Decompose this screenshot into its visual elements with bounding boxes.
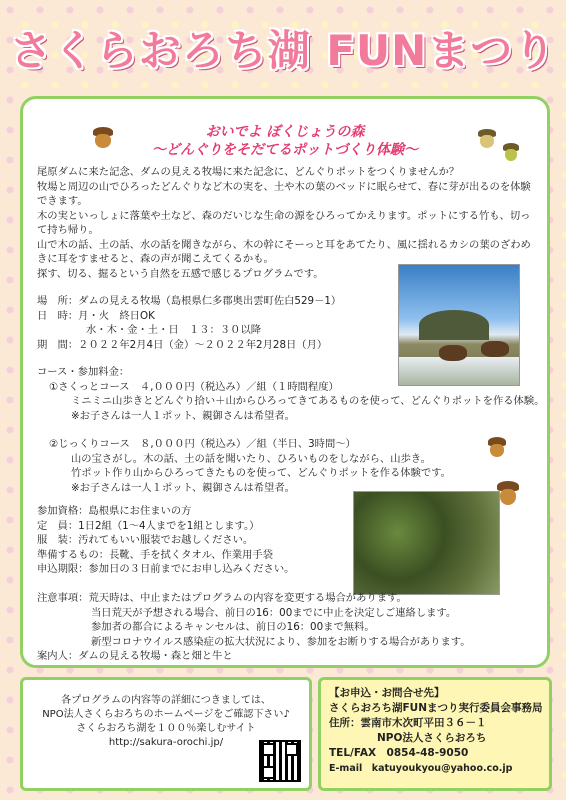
subtitle-line2: ～どんぐりをそだてるポットづくり体験～ (152, 142, 418, 158)
intro-paragraph: 牧場と周辺の山でひろったどんぐりなど木の実を、土や木の葉のベッドに眠らせて、春に芽が出るのを体験できます。 (37, 180, 531, 207)
courses-heading: コース・参加料金： (37, 366, 130, 378)
contact-npo: NPO法人さくらおろち (377, 732, 487, 744)
qr-code-icon[interactable] (259, 740, 301, 782)
courses (37, 365, 544, 495)
website-info-line: NPO法人さくらおろちのホームページをご確認下さい♪ (42, 709, 290, 720)
course2-desc: 竹ポット作り山からひろってきたものを使って、どんぐりポットを作る体験です。 (71, 467, 451, 479)
intro-paragraph: 木の実といっしょに落葉や土など、森のだいじな生命の源をひろってかえります。ポットにする竹も、切って持ち帰り。 (37, 209, 531, 236)
website-info-line: 各プログラムの内容等の詳細につきましては、 (61, 695, 271, 706)
contact-heading: 【お申込・お問合せ先】 (329, 687, 445, 699)
main-panel (20, 96, 550, 668)
guide-line: 案内人：ダムの見える牧場・森と畑と牛と (37, 650, 233, 662)
intro-paragraph: 尾原ダムに来た記念、ダムの見える牧場に来た記念に、どんぐりポットをつくりませんか？ (37, 166, 460, 178)
contact-box (318, 677, 552, 791)
contact-email[interactable]: E-mail katuyoukyou@yahoo.co.jp (329, 763, 513, 774)
notice-line: 注意事項：荒天時は、中止またはプログラムの内容を変更する場合があります。 (37, 592, 407, 604)
requirement-line: 参加資格：島根県にお住まいの方 (37, 505, 192, 517)
contact-address: 住所：雲南市木次町平田３６－１ (329, 717, 487, 729)
website-info-line: さくらおろち湖を１００％楽しむサイト (76, 723, 256, 734)
course1-desc: ミニミニ山歩きとどんぐり拾い＋山からひろってきてあるものを使って、どんぐりポットを作る体験。 (71, 395, 545, 407)
period-line: 期 間：２０２２年2月4日（金）～２０２２年2月28日（月） (37, 338, 328, 351)
intro-paragraph: 山で木の話、土の話、水の話を聞きながら、木の幹にそーっと耳をあてたり、風に揺れるカシの葉のざわめきに耳をすませると、森の声が聞こえてくるかも。 (37, 238, 531, 265)
course1-note: ※お子さんは一人１ポット、親御さんは希望者。 (71, 409, 295, 422)
course2-title: ②じっくりコース ８,０００円（税込み）／組（半日、3時間～） (49, 438, 356, 450)
notice-line: 当日荒天が予想される場合、前日の16：00までに中止を決定しご連絡します。 (91, 606, 457, 619)
notice-line: 参加者の都合によるキャンセルは、前日の16：00まで無料。 (91, 621, 375, 633)
place-line: 場 所：ダムの見える牧場（島根県仁多郡奥出雲町佐白529－1） (37, 295, 342, 307)
course2-note: ※お子さんは一人１ポット、親御さんは希望者。 (71, 481, 295, 494)
requirement-line: 定 員：1日2組（1～4人までを1組とします。） (37, 519, 260, 532)
requirement-line: 申込期限：参加日の３日前までにお申し込みください。 (37, 563, 295, 575)
notices (37, 591, 471, 664)
contact-phone: TEL/FAX 0854-48-9050 (329, 747, 469, 759)
schedule-line: 水・木・金・土・日 １３：３０以降 (86, 324, 262, 336)
requirement-line: 準備するもの：長靴、手を拭くタオル、作業用手袋 (37, 548, 274, 561)
course1-title: ①さくっとコース ４,０００円（税込み）／組（１時間程度） (49, 380, 339, 393)
requirement-line: 服 装：汚れてもいい服装でお越しください。 (37, 534, 254, 546)
website-info-box (20, 677, 312, 791)
contact-org: さくらおろち湖FUNまつり実行委員会事務局 (329, 702, 543, 714)
schedule-line: 日 時：月・火 終日OK (37, 309, 155, 322)
intro-paragraph: 探す、切る、掘るという自然を五感で感じるプログラムです。 (37, 267, 324, 280)
notice-line: 新型コロナウイルス感染症の拡大状況により、参加をお断りする場合があります。 (91, 635, 471, 648)
event-details (37, 294, 341, 352)
forest-photo (353, 491, 500, 595)
poster-title: さくらおろち湖 FUNまつり (9, 26, 557, 75)
requirements (37, 504, 294, 577)
website-url-link[interactable]: http://sakura-orochi.jp/ (108, 737, 224, 748)
course2-desc: 山の宝さがし。木の話、土の話を聞いたり、ひろいものをしながら、山歩き。 (71, 452, 431, 465)
subtitle-line1: おいでよ ぼくじょうの森 (205, 124, 365, 140)
